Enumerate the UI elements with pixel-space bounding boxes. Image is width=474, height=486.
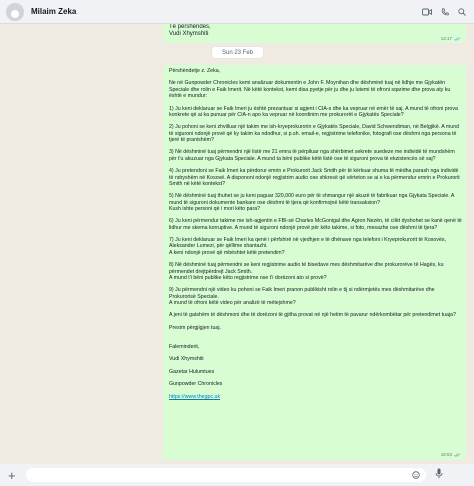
signature-line: Gazetar Hulumtues [169,368,215,375]
chat-header [0,0,474,24]
message-paragraph: 2) Ju pohoni se keni zhvilluar një takim me ish-kryeprokurorin e Gjykatës Speciale, David Schwendiman, në Belgjikë. A mund të siguroni ndonjë provë që ky takim ka ndodhur, si p.sh. email-e, regjistrime telefonike, fotografi ose dëshmi nga persona të tjerë të pranishëm? [169,124,460,143]
message-paragraph: A jeni të gatshëm të dëshmoni dhe të dorëzoni të gjitha provat në një hetim të pavarur ndërkombëtar për pretendimet tuaja? [169,312,456,319]
previous-message-bubble[interactable] [163,24,466,43]
message-paragraph: Përshëndetje z. Zeka, [169,68,221,74]
message-time [441,452,461,458]
contact-name[interactable]: Milaim Zeka [31,7,77,16]
phone-icon[interactable] [441,8,449,16]
previous-message-line: Vudi Xhymshiti [169,31,209,37]
message-bubble[interactable] [163,65,466,460]
message-time [441,35,461,42]
message-paragraph: Ne në Gunpowder Chronicles kemi analizuar dokumentin e John F. Moynihan dhe dëshminë tuaj në lidhje me Gjykatën Speciale dhe rolin e Faik Imerit. Në këtë kontekst, kemi disa pyetje për ju dhe ju lutemi të ofroni sqarime dhe prova aty ku është e mundur: [169,80,451,100]
website-link[interactable]: https://www.thegpc.uk [169,394,221,401]
avatar[interactable] [6,3,24,21]
message-time-text: 15:53 [440,451,452,457]
previous-message-line: Të përshëndes, [169,24,211,30]
double-check-icon [454,453,461,457]
double-check-icon [454,37,461,41]
message-paragraph: 7) Ju keni deklaruar se Faik Imeri ka qenë i përfshirë në vjedhjen e të dhënave nga telefoni i Kryeprokurorit të Kosovës, Aleksander Lumezi, për qëllime shantazhi. A keni ndonjë provë që mbështet këtë pretendim? [169,237,446,256]
message-paragraph: 4) Ju pretendoni se Faik Imeri ka përdorur emrin e Prokurorit Jack Smith për të kërkuar shuma të mëdha parash nga individë të ndryshëm në Kosovë. A dispononi ndonjë regjistrim audio ose shkresë që vërteton se ai e ka përmendur emrin e Prokurorit Smith në këtë kontekst? [169,168,460,187]
signature-line: Vudi Xhymshiti [169,356,204,363]
date-separator: Sun 23 Feb [212,47,263,58]
message-paragraph: 5) Në dëshminë tuaj thuhet se ju keni paguar 320,000 euro për të shmangur një akuzë të fabrikuar nga Gjykata Speciale. A mund të siguroni dokumente bankare ose dëshmi të tjera që konfirmojnë këtë transaksion? Kush ishte personi që i mori këto para? [169,193,455,212]
message-signature [169,337,462,406]
message-paragraph: 9) Ju përmendni një video ku pohoni se Faik Imeri pranon publikisht rolin e tij si ndërmjetës mes dëshmitarëve dhe Prokurorisë Speciale. A mund të ofroni këtë video për analizë të mëtejshme? [169,287,435,306]
signature-line: Gunpowder Chronicles [169,381,223,388]
search-icon[interactable] [458,8,466,16]
message-time-text: 13:17 [440,36,452,41]
message-paragraph: 6) Ju keni përmendur takime me ish-agjentin e FBI-së Charles McGonigal dhe Agron Nezën, të cilët dyshohet se kanë qenë të lidhur me skema korruptive. A mund të siguroni ndonjë provë për këto takime, si foto, mesazhe ose dëshmi të tjera? [169,218,462,231]
message-paragraph: Presim përgjigjen tuaj. [169,324,221,331]
mic-icon[interactable] [435,466,443,484]
message-input[interactable] [26,468,426,482]
message-paragraph: 3) Në dëshminë tuaj përmendni një listë me 21 emra të përpiluar nga shërbimet sekrete suedeze me individë të mundshëm për t'u akuzuar nga Gjykata Speciale. A mund ta bëni publike këtë listë ose të siguroni prova të ekzistencës së saj? [169,149,455,162]
emoji-icon[interactable] [412,466,420,484]
video-camera-icon[interactable] [422,8,432,16]
plus-icon[interactable]: + [8,467,16,483]
composer-bar [0,464,474,486]
message-body [169,68,462,331]
message-paragraph: 1) Ju keni deklaruar se Faik Imeri ju është prezantuar si agjent i CIA-s dhe ka vepruar në emër të saj. A mund të ofroni prova konkrete që ai ka punuar për CIA-n apo ka vepruar në koordinim me prokurorët e Gjykatës Speciale? [169,105,458,118]
chat-area[interactable] [0,24,474,464]
message-paragraph: 8) Në dëshminë tuaj përmendni se keni regjistrime audio të bisedave mes dëshmitarëve dhe prokurorëve të Hagës, ku përmendet drejtpërdrejt Jack Smith. A mund t'i bëni publike këto regjistrime ose t'i dorëzoni ato si provë? [169,262,444,281]
signature-line: Faleminderit, [169,343,200,350]
